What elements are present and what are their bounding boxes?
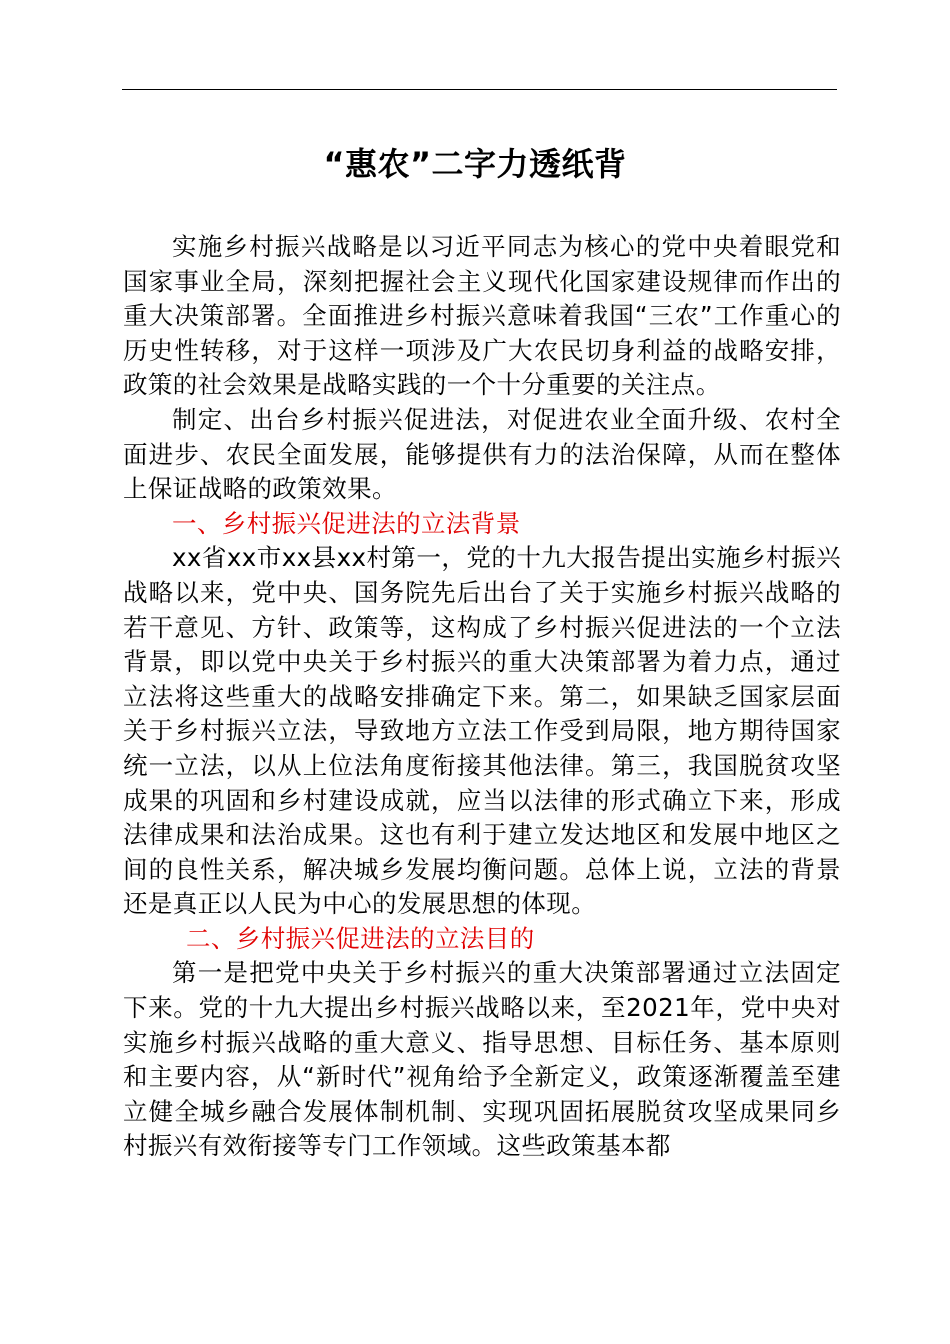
header-rule	[122, 89, 837, 90]
section-paragraph-background: xx省xx市xx县xx村第一，党的十九大报告提出实施乡村振兴战略以来，党中央、国务院先后出台了关于实施乡村振兴战略的若干意见、方针、政策等，这构成了乡村振兴促进法的一个立法背景，即以党中央关于乡村振兴的重大决策部署为着力点，通过立法将这些重大的战略安排确定下来。第二，如果缺乏国家层面关于乡村振兴立法，导致地方立法工作受到局限，地方期待国家统一立法，以从上位法角度衔接其他法律。第三，我国脱贫攻坚成果的巩固和乡村建设成就，应当以法律的形式确立下来，形成法律成果和法治成果。这也有利于建立发达地区和发展中地区之间的良性关系，解决城乡发展均衡问题。总体上说，立法的背景还是真正以人民为中心的发展思想的体现。	[123, 543, 841, 919]
section-paragraph-purpose: 第一是把党中央关于乡村振兴的重大决策部署通过立法固定下来。党的十九大提出乡村振兴战略以来，至2021年，党中央对实施乡村振兴战略的重大意义、指导思想、目标任务、基本原则和主要内容，从“新时代”视角给予全新定义，政策逐渐覆盖至建立健全城乡融合发展体制机制、实现巩固拓展脱贫攻坚成果同乡村振兴有效衔接等专门工作领域。这些政策基本都	[123, 958, 841, 1161]
intro-paragraph-1: 实施乡村振兴战略是以习近平同志为核心的党中央着眼党和国家事业全局，深刻把握社会主义现代化国家建设规律而作出的重大决策部署。全面推进乡村振兴意味着我国“三农”工作重心的历史性转移，对于这样一项涉及广大农民切身利益的战略安排，政策的社会效果是战略实践的一个十分重要的关注点。	[123, 232, 841, 400]
section-heading-purpose: 二、乡村振兴促进法的立法目的	[186, 923, 535, 953]
intro-paragraph-2: 制定、出台乡村振兴促进法，对促进农业全面升级、农村全面进步、农民全面发展，能够提供有力的法治保障，从而在整体上保证战略的政策效果。	[123, 404, 841, 504]
section-heading-background: 一、乡村振兴促进法的立法背景	[172, 508, 521, 538]
page-title: “惠农”二字力透纸背	[323, 145, 627, 183]
document-body	[123, 230, 841, 1164]
